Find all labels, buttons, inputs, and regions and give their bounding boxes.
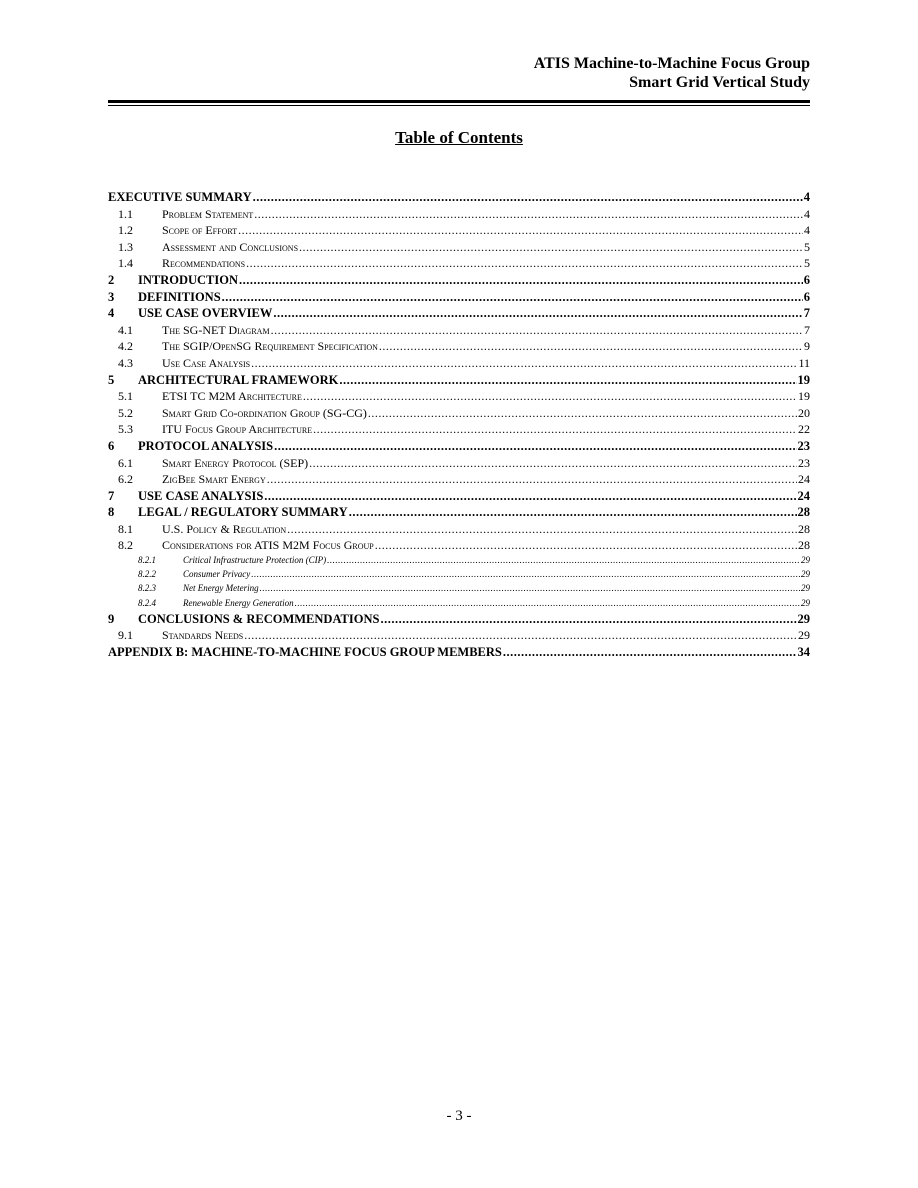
toc-entry-number: 9 bbox=[108, 611, 115, 626]
toc-entry-number: 7 bbox=[108, 488, 115, 503]
toc-entry-number: 8.2.1 bbox=[138, 555, 156, 566]
toc-entry-page: 20 bbox=[798, 405, 810, 420]
toc-entry-title: Consumer Privacy bbox=[183, 569, 251, 580]
toc-entry-title: Use Case Analysis bbox=[162, 355, 251, 370]
toc-entry-title: APPENDIX B: MACHINE-TO-MACHINE FOCUS GROUP MEMBERS bbox=[108, 645, 502, 659]
dot-leader bbox=[267, 472, 797, 487]
toc-entry-number: 2 bbox=[108, 272, 115, 287]
dot-leader bbox=[238, 223, 803, 238]
toc-entry-title: ITU Focus Group Architecture bbox=[162, 422, 313, 437]
dot-leader bbox=[260, 583, 800, 593]
toc-entry-title: Renewable Energy Generation bbox=[183, 597, 294, 608]
toc-entry[interactable] bbox=[108, 207, 810, 224]
toc-entry[interactable] bbox=[108, 339, 810, 356]
toc-entry-number: 6 bbox=[108, 438, 115, 453]
dot-leader bbox=[251, 569, 800, 579]
toc-entry-title: Assessment and Conclusions bbox=[162, 239, 299, 254]
toc-entry-title: U.S. Policy & Regulation bbox=[162, 521, 287, 536]
toc-title: Table of Contents bbox=[395, 128, 523, 147]
toc-entry-page: 23 bbox=[797, 438, 810, 453]
toc-entry-number: 8.2.2 bbox=[138, 569, 156, 580]
page-header bbox=[534, 54, 810, 92]
dot-leader bbox=[251, 356, 797, 371]
toc-entry-title: The SG-NET Diagram bbox=[162, 322, 270, 337]
toc-entry-page: 29 bbox=[801, 555, 810, 566]
toc-entry[interactable] bbox=[108, 223, 810, 240]
toc-entry-title: LEGAL / REGULATORY SUMMARY bbox=[138, 505, 348, 520]
toc-entry[interactable] bbox=[108, 290, 810, 307]
toc-entry-number: 6.2 bbox=[118, 472, 133, 487]
toc-entry-page: 7 bbox=[803, 306, 810, 321]
dot-leader bbox=[379, 339, 803, 354]
toc-entry[interactable] bbox=[108, 522, 810, 539]
toc-entry[interactable] bbox=[108, 645, 810, 662]
toc-entry-page: 9 bbox=[804, 339, 810, 354]
dot-leader bbox=[222, 290, 803, 305]
toc-entry[interactable] bbox=[108, 612, 810, 629]
toc-entry-title: PROTOCOL ANALYSIS bbox=[138, 438, 274, 453]
toc-entry[interactable] bbox=[108, 538, 810, 555]
toc-entry-page: 23 bbox=[798, 455, 810, 470]
dot-leader bbox=[254, 207, 803, 222]
toc-entry-title: Smart Energy Protocol (SEP) bbox=[162, 455, 309, 470]
toc-entry-number: 5.3 bbox=[118, 422, 133, 437]
toc-entry-page: 22 bbox=[798, 422, 810, 437]
dot-leader bbox=[274, 439, 796, 454]
toc-entry-number: 1.2 bbox=[118, 223, 133, 238]
toc-entry-page: 19 bbox=[797, 372, 810, 387]
header-line-2: Smart Grid Vertical Study bbox=[629, 74, 810, 91]
toc-entry-title: CONCLUSIONS & RECOMMENDATIONS bbox=[138, 611, 380, 626]
dot-leader bbox=[287, 522, 797, 537]
toc-entry[interactable] bbox=[108, 598, 810, 612]
toc-entry-number: 5.2 bbox=[118, 405, 133, 420]
toc-entry-page: 4 bbox=[804, 223, 810, 238]
toc-entry[interactable] bbox=[108, 505, 810, 522]
toc-entry[interactable] bbox=[108, 240, 810, 257]
toc-entry-title: INTRODUCTION bbox=[138, 272, 239, 287]
toc-entry-number: 9.1 bbox=[118, 628, 133, 643]
toc-entry-title: ZigBee Smart Energy bbox=[162, 472, 266, 487]
dot-leader bbox=[271, 323, 803, 338]
header-line-1: ATIS Machine-to-Machine Focus Group bbox=[533, 55, 810, 72]
toc-entry[interactable] bbox=[108, 406, 810, 423]
dot-leader bbox=[503, 645, 797, 660]
toc-entry[interactable] bbox=[108, 472, 810, 489]
toc-entry[interactable] bbox=[108, 628, 810, 645]
toc-entry-title: USE CASE ANALYSIS bbox=[138, 488, 264, 503]
toc-entry-number: 8.2.4 bbox=[138, 597, 156, 608]
dot-leader bbox=[264, 489, 796, 504]
dot-leader bbox=[380, 612, 796, 627]
page-number: - 3 - bbox=[446, 1108, 472, 1124]
toc-entry-title: ARCHITECTURAL FRAMEWORK bbox=[138, 372, 339, 387]
dot-leader bbox=[368, 406, 797, 421]
dot-leader bbox=[295, 598, 800, 608]
toc-entry-title: Scope of Effort bbox=[162, 223, 238, 238]
toc-entry-page: 29 bbox=[801, 569, 810, 580]
toc-entry[interactable] bbox=[108, 273, 810, 290]
dot-leader bbox=[313, 422, 797, 437]
toc-entry-title: The SGIP/OpenSG Requirement Specification bbox=[162, 339, 378, 354]
toc-entry-number: 4.3 bbox=[118, 355, 133, 370]
toc-entry-page: 28 bbox=[798, 538, 810, 553]
toc-entry-page: 29 bbox=[801, 583, 810, 594]
header-rule-thick bbox=[108, 100, 810, 103]
toc-entry-page: 34 bbox=[797, 645, 810, 659]
toc-entry-title: Considerations for ATIS M2M Focus Group bbox=[162, 538, 374, 553]
toc-entry[interactable] bbox=[108, 422, 810, 439]
dot-leader bbox=[349, 505, 797, 520]
toc-entry-number: 8.2 bbox=[118, 538, 133, 553]
toc-entry-number: 4.2 bbox=[118, 339, 133, 354]
toc-entry-page: 7 bbox=[804, 322, 810, 337]
toc-entry-title: ETSI TC M2M Architecture bbox=[162, 389, 302, 404]
toc-entry-title: Recommendations bbox=[162, 256, 246, 271]
toc-entry-page: 4 bbox=[803, 190, 810, 204]
toc-entry-title: EXECUTIVE SUMMARY bbox=[108, 190, 252, 204]
dot-leader bbox=[273, 306, 802, 321]
toc-entry-title: DEFINITIONS bbox=[138, 289, 221, 304]
toc-entry-title: Standards Needs bbox=[162, 628, 244, 643]
toc-entry-page: 28 bbox=[798, 521, 810, 536]
toc-entry-page: 6 bbox=[803, 289, 810, 304]
dot-leader bbox=[239, 273, 803, 288]
toc-entry[interactable] bbox=[108, 306, 810, 323]
toc-entry-title: USE CASE OVERVIEW bbox=[138, 306, 273, 321]
toc-entry-number: 8.2.3 bbox=[138, 583, 156, 594]
toc-entry-title: Problem Statement bbox=[162, 206, 254, 221]
toc-entry[interactable] bbox=[108, 356, 810, 373]
toc-entry[interactable] bbox=[108, 555, 810, 569]
toc-entry-number: 1.4 bbox=[118, 256, 133, 271]
toc-entry-title: Net Energy Metering bbox=[183, 583, 259, 594]
dot-leader bbox=[375, 538, 797, 553]
toc-entry-page: 29 bbox=[798, 628, 810, 643]
toc-entry-title: Critical Infrastructure Protection (CIP) bbox=[183, 555, 327, 566]
toc-entry[interactable] bbox=[108, 583, 810, 597]
toc-entry-number: 1.1 bbox=[118, 206, 133, 221]
toc-entry-page: 28 bbox=[797, 505, 810, 520]
toc-entry[interactable] bbox=[108, 323, 810, 340]
toc-entry[interactable] bbox=[108, 256, 810, 273]
toc-entry-page: 19 bbox=[798, 389, 810, 404]
toc-entry[interactable] bbox=[108, 373, 810, 390]
dot-leader bbox=[299, 240, 803, 255]
toc-entry-number: 1.3 bbox=[118, 239, 133, 254]
toc-entry-page: 24 bbox=[797, 488, 810, 503]
toc-entry-page: 5 bbox=[804, 239, 810, 254]
toc-entry-page: 24 bbox=[798, 472, 810, 487]
toc-entry-number: 6.1 bbox=[118, 455, 133, 470]
dot-leader bbox=[244, 628, 797, 643]
toc-entry-number: 8 bbox=[108, 505, 115, 520]
table-of-contents bbox=[108, 190, 810, 662]
toc-entry-page: 6 bbox=[803, 272, 810, 287]
dot-leader bbox=[327, 555, 800, 565]
toc-entry-number: 4 bbox=[108, 306, 115, 321]
dot-leader bbox=[309, 456, 797, 471]
toc-entry-number: 5 bbox=[108, 372, 115, 387]
dot-leader bbox=[253, 190, 803, 205]
toc-entry-page: 4 bbox=[804, 206, 810, 221]
toc-entry[interactable] bbox=[108, 190, 810, 207]
toc-entry[interactable] bbox=[108, 569, 810, 583]
toc-entry[interactable] bbox=[108, 456, 810, 473]
toc-entry-page: 29 bbox=[801, 597, 810, 608]
dot-leader bbox=[246, 256, 803, 271]
toc-entry[interactable] bbox=[108, 489, 810, 506]
toc-entry-number: 5.1 bbox=[118, 389, 133, 404]
toc-entry-page: 11 bbox=[798, 355, 810, 370]
toc-entry-page: 5 bbox=[804, 256, 810, 271]
toc-entry-page: 29 bbox=[797, 611, 810, 626]
toc-entry-number: 3 bbox=[108, 289, 115, 304]
toc-entry-title: Smart Grid Co-ordination Group (SG-CG) bbox=[162, 405, 367, 420]
dot-leader bbox=[303, 389, 797, 404]
toc-entry-number: 4.1 bbox=[118, 322, 133, 337]
toc-entry[interactable] bbox=[108, 389, 810, 406]
dot-leader bbox=[339, 373, 796, 388]
header-rule-thin bbox=[108, 105, 810, 106]
toc-entry-number: 8.1 bbox=[118, 521, 133, 536]
toc-entry[interactable] bbox=[108, 439, 810, 456]
